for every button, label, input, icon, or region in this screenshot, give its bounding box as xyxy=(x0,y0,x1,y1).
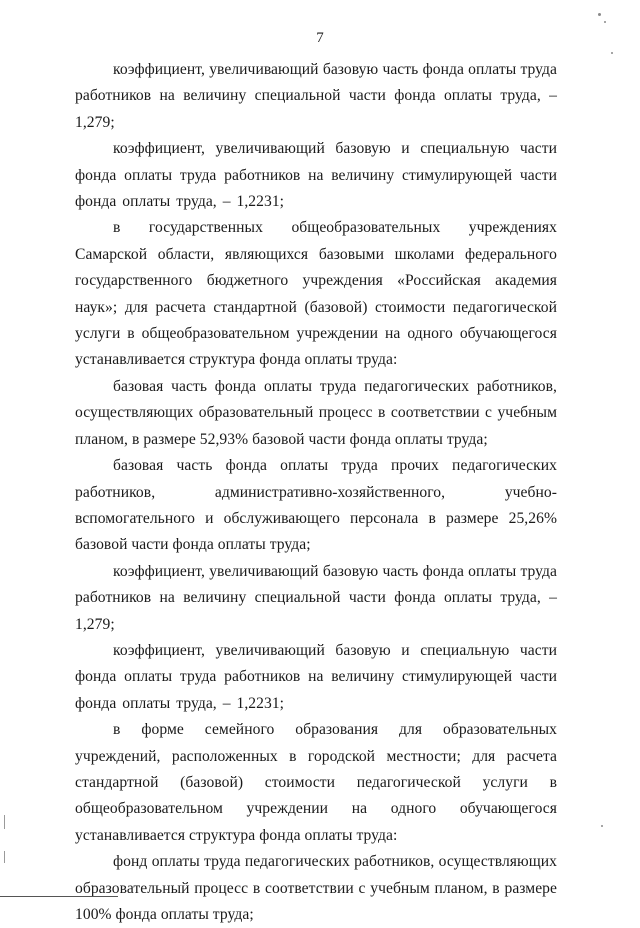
scan-speck xyxy=(604,21,606,23)
paragraph-special-coefficient-2: коэффициент, увеличивающий базовую часть фонда оплаты труда работников на величину специальной части фонда оплаты труда, – 1,279; xyxy=(75,562,557,633)
scan-edge-mark xyxy=(4,815,5,829)
footnote-rule xyxy=(0,896,118,897)
document-body xyxy=(75,57,557,928)
paragraph-stimulating-coefficient-2: коэффициент, увеличивающий базовую и специальную части фонда оплаты труда работников на величину стимулирующей части фонда оплаты труда, – 1,2231; xyxy=(75,641,557,712)
paragraph-teaching-staff-share: базовая часть фонда оплаты труда педагогических работников, осуществляющих образовательный процесс в соответствии с учебным планом, в размере 52,93% базовой части фонда оплаты труда; xyxy=(75,377,557,448)
scan-speck xyxy=(598,13,601,16)
scan-edge-mark xyxy=(4,851,5,863)
paragraph-other-staff-share: базовая часть фонда оплаты труда прочих педагогических работников, административно-хозяйственного, учебно-вспомогательного и обслуживающего персонала в размере 25,26% базовой части фонда оплаты труда; xyxy=(75,457,557,554)
page-number: 7 xyxy=(316,30,324,46)
paragraph-special-coefficient: коэффициент, увеличивающий базовую часть фонда оплаты труда работников на величину специальной части фонда оплаты труда, – 1,279; xyxy=(75,61,557,131)
scan-speck xyxy=(611,52,613,54)
scan-speck xyxy=(601,825,603,827)
paragraph-full-payroll: фонд оплаты труда педагогических работников, осуществляющих образовательный процесс в соответствии с учебным планом, в размере 100% фонда оплаты труда; xyxy=(75,853,557,923)
paragraph-base-schools: в государственных общеобразовательных учреждениях Самарской области, являющихся базовыми школами федерального государственного бюджетного учреждения «Российская академия наук»; для расчета стандартной (базовой) стоимости педагогической услуги в общеобразовательном учреждении на одного обучающегося устанавливается структура фонда оплаты труда: xyxy=(75,219,557,369)
paragraph-family-education: в форме семейного образования для образовательных учреждений, расположенных в городской местности; для расчета стандартной (базовой) стоимости педагогической услуги в общеобразовательном учреждении на одного обучающегося устанавливается структура фонда оплаты труда: xyxy=(75,721,557,844)
paragraph-stimulating-coefficient: коэффициент, увеличивающий базовую и специальную части фонда оплаты труда работников на величину стимулирующей части фонда оплаты труда, – 1,2231; xyxy=(75,140,557,211)
